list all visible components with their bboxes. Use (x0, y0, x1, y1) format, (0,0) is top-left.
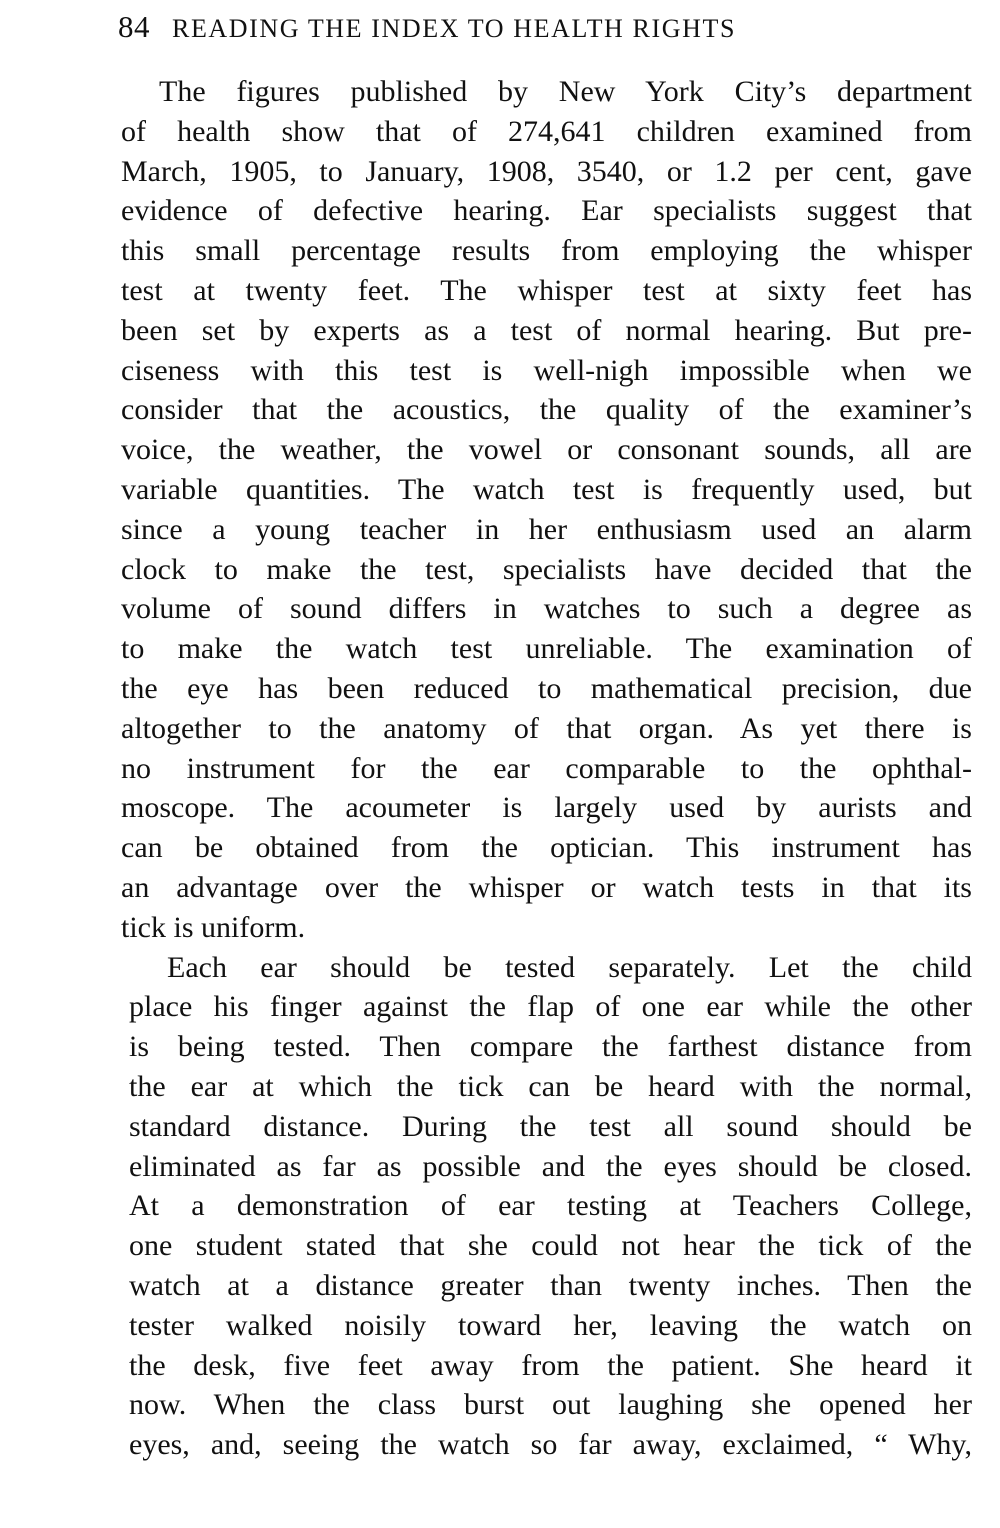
text-line: tick is uniform. (121, 910, 306, 944)
page-number: 84 (118, 9, 150, 44)
text-line: variable quantities. The watch test is frequently used, but (121, 472, 972, 506)
text-line: altogether to the anatomy of that organ. As yet there is (121, 711, 972, 745)
text-line: is being tested. Then compare the farthest distance from (129, 1030, 972, 1064)
paragraph-1 (121, 72, 972, 948)
text-line: this small percentage results from employing the whisper (121, 234, 972, 268)
text-line: tester walked noisily toward her, leaving the watch on (129, 1308, 972, 1342)
text-line: no instrument for the ear comparable to the ophthal- (121, 751, 972, 785)
text-line: an advantage over the whisper or watch tests in that its (121, 870, 972, 904)
text-line: of health show that of 274,641 children examined from (121, 114, 972, 148)
text-line: volume of sound differs in watches to such a degree as (121, 592, 972, 626)
body-text (121, 72, 972, 1465)
text-line: Each ear should be tested separately. Let the child (167, 950, 972, 984)
paragraph-2 (121, 948, 972, 1465)
text-line: one student stated that she could not hear the tick of the (129, 1229, 972, 1263)
text-line: consider that the acoustics, the quality of the examiner’s (121, 393, 972, 427)
text-line: clock to make the test, specialists have decided that the (121, 552, 972, 586)
text-line: watch at a distance greater than twenty inches. Then the (129, 1268, 972, 1302)
text-line: evidence of defective hearing. Ear specialists suggest that (121, 194, 972, 228)
text-line: eyes, and, seeing the watch so far away, exclaimed, “ Why, (129, 1428, 972, 1462)
text-line: test at twenty feet. The whisper test at sixty feet has (121, 273, 972, 307)
text-line: can be obtained from the optician. This instrument has (121, 831, 972, 865)
text-line: At a demonstration of ear testing at Teachers College, (129, 1189, 972, 1223)
text-line: The figures published by New York City’s department (159, 75, 972, 108)
text-line: standard distance. During the test all sound should be (129, 1109, 972, 1143)
text-line: now. When the class burst out laughing she opened her (129, 1388, 972, 1422)
text-line: the ear at which the tick can be heard with the normal, (129, 1069, 972, 1103)
text-line: since a young teacher in her enthusiasm used an alarm (121, 512, 972, 546)
text-line: ciseness with this test is well-nigh impossible when we (121, 353, 972, 387)
text-line: the desk, five feet away from the patient. She heard it (129, 1348, 972, 1382)
text-line: eliminated as far as possible and the eyes should be closed. (129, 1149, 972, 1183)
text-line: been set by experts as a test of normal hearing. But pre- (121, 313, 972, 347)
running-title: READING THE INDEX TO HEALTH RIGHTS (172, 14, 737, 43)
text-line: voice, the weather, the vowel or consonant sounds, all are (121, 433, 972, 467)
text-line: to make the watch test unreliable. The examination of (121, 632, 972, 666)
text-line: the eye has been reduced to mathematical precision, due (121, 671, 972, 705)
running-head (118, 4, 978, 50)
text-line: March, 1905, to January, 1908, 3540, or 1.2 per cent, gave (121, 154, 972, 188)
text-line: place his finger against the flap of one ear while the other (129, 990, 972, 1024)
text-line: moscope. The acoumeter is largely used by aurists and (121, 791, 972, 825)
